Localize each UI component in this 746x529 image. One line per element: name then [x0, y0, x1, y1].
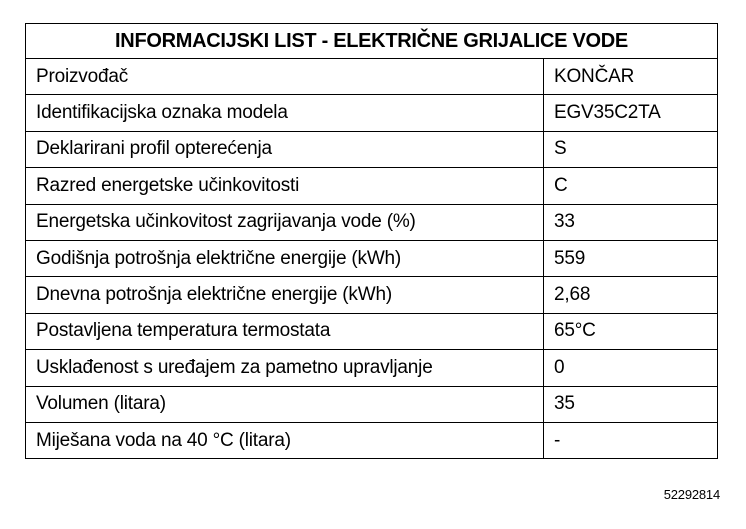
row-label-thermostat-temperature: Postavljena temperatura termostata	[26, 314, 544, 349]
row-label-annual-consumption: Godišnja potrošnja električne energije (kWh)	[26, 241, 544, 276]
table-row	[26, 168, 717, 204]
information-sheet-table	[25, 23, 718, 459]
row-value-thermostat-temperature: 65°C	[554, 320, 596, 342]
table-row	[26, 205, 717, 241]
table-row	[26, 387, 717, 423]
row-label-daily-consumption: Dnevna potrošnja električne energije (kWh)	[26, 277, 544, 312]
row-value-heating-efficiency: 33	[554, 211, 575, 233]
table-row	[26, 314, 717, 350]
row-value-smart-control: 0	[554, 356, 565, 378]
table-row	[26, 277, 717, 313]
row-label-energy-class: Razred energetske učinkovitosti	[26, 168, 544, 203]
row-label-heating-efficiency: Energetska učinkovitost zagrijavanja vode (%)	[26, 205, 544, 240]
document-code: 52292814	[663, 487, 720, 502]
row-label-load-profile: Deklarirani profil opterećenja	[26, 132, 544, 167]
row-label-smart-control: Usklađenost s uređajem za pametno upravljanje	[26, 350, 544, 385]
row-value-volume: 35	[554, 393, 575, 415]
row-label-mixed-water: Miješana voda na 40 °C (litara)	[26, 423, 544, 459]
row-label-model-id: Identifikacijska oznaka modela	[26, 95, 544, 130]
table-row	[26, 423, 717, 459]
sheet-title: INFORMACIJSKI LIST - ELEKTRIČNE GRIJALICE VODE	[26, 24, 717, 59]
row-label-volume: Volumen (litara)	[26, 387, 544, 422]
table-row	[26, 241, 717, 277]
row-value-daily-consumption: 2,68	[554, 284, 591, 306]
row-value-manufacturer: KONČAR	[554, 65, 635, 87]
table-row	[26, 132, 717, 168]
row-value-model-id: EGV35C2TA	[554, 102, 661, 124]
row-value-annual-consumption: 559	[554, 247, 586, 269]
row-value-mixed-water: -	[554, 430, 561, 452]
table-row	[26, 95, 717, 131]
row-label-manufacturer: Proizvođač	[26, 59, 544, 94]
row-value-energy-class: C	[554, 174, 568, 196]
table-row	[26, 350, 717, 386]
table-row	[26, 59, 717, 95]
row-value-load-profile: S	[554, 138, 567, 160]
